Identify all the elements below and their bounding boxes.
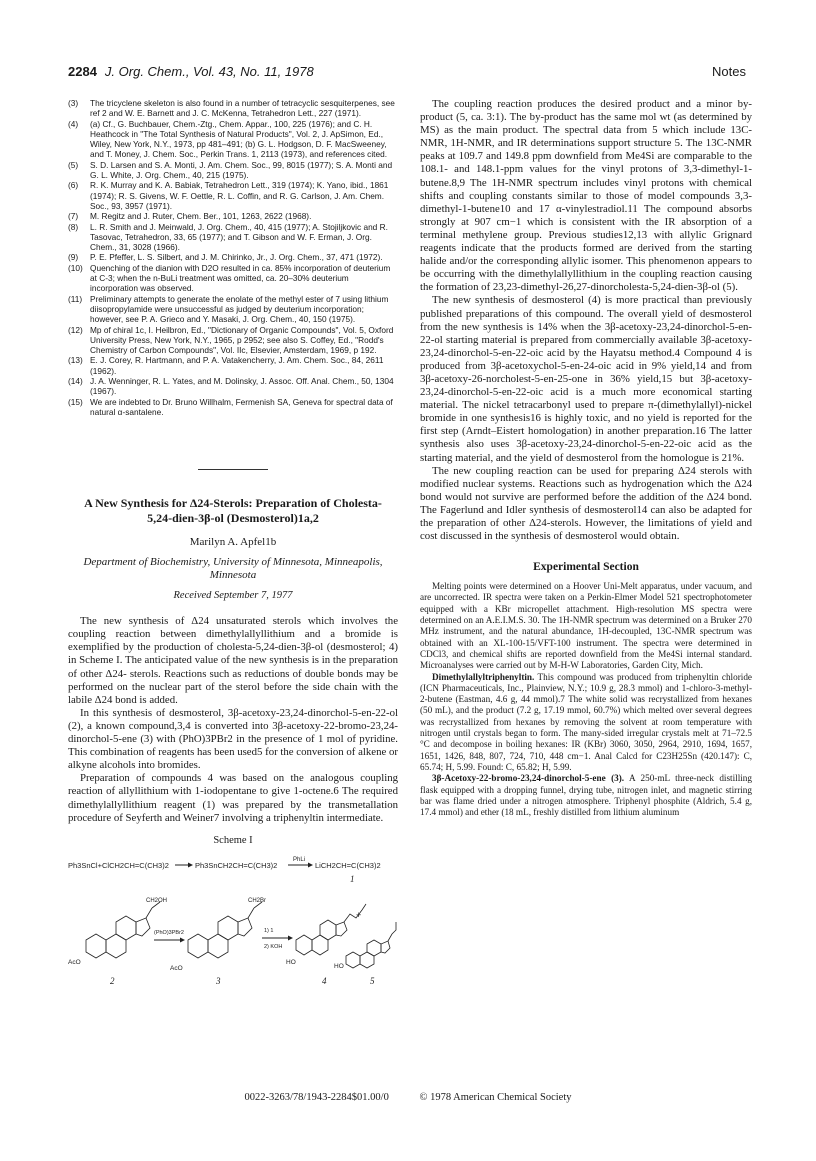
body-paragraph: The new synthesis of Δ24 unsaturated sterols which involves the coupling reaction between dimethylallyllithium and a bromide is exemplified by the production of cholesta-5,24-dien-3β-ol (desmosterol; 4) in Scheme I. The anticipated value of the new synthesis is in the preparation of other Δ24- sterols. Reactions such as reductions of double bonds may be performed on the nuclear part of the sterol before the side chain with the labile Δ24 bond is added. [68,615,398,706]
compound-heading: Dimethylallyltriphenyltin. [432,671,535,682]
header-left [68,64,314,80]
intermediate-text: Ph3SnCH2CH=C(CH3)2 [195,860,278,870]
reference-number: (15) [68,396,83,407]
body-paragraph: The new synthesis of desmosterol (4) is more practical than previously published preparations of this compound. The overall yield of desmosterol from the new synthesis is 14% when the 3β-acetoxy-23,24-dinorchol-5-en-22-ol starting material is prepared from commercially available 3β-acetoxy-23,24-dinorchol-5-en-22-oic acid by the Hayatsu method.4 Compound 4 is produced from 3β-acetoxychol-5-en-24-oic acid in 9% yield,14 and from 3β-acetoxy-26-norcholest-5-en-25-one in 36% yield,15 but 3β-acetoxy-23,24-dinorchol-5-en-22-oic acid is a much more economical starting material. The nickel tetracarbonyl used to prepare π-(dimethylallyl)-nickel bromide in one synthesis16 is highly toxic, and no yield is reported for the first step (Arndt–Eistert homologation) in another preparation.16 The latter synthesis also uses 3β-acetoxy-23,24-dinorchol-5-en-22-oic acid as the starting material, and the yield of desmosterol from the homologue is 21%. [420,294,752,464]
reference-number: (5) [68,159,79,170]
divider [198,469,268,470]
steroid-structure-5 [346,922,396,968]
article-code: 0022-3263/78/1943-2284$01.00/0 [244,1092,389,1103]
reference-item [68,160,398,181]
reference-item [68,397,398,418]
reference-item [68,325,398,356]
product-text: LiCH2CH=C(CH3)2 [315,860,381,870]
experimental-paragraph [420,773,752,818]
reference-text: E. J. Corey, R. Hartmann, and P. A. Vatakencherry, J. Am. Chem. Soc., 84, 2611 (1962). [90,355,384,376]
compound-label: 4 [322,975,327,986]
page-number: 2284 [68,64,97,79]
plus-sign: + [356,909,362,920]
reference-item [68,252,398,262]
reference-number: (8) [68,221,79,232]
acetoxy-text: AcO [170,964,183,972]
body-paragraph: In this synthesis of desmosterol, 3β-acetoxy-23,24-dinorchol-5-en-22-ol (2), a known compound,3,4 is converted into 3β-acetoxy-22-bromo-23,24-dinorchol-5-ene (3) with (PhO)3PBr2 in the presence of 1 mol of pyridine. This combination of reagents has been used5 for the conversion of alkene or alkyne alcohols into bromides. [68,706,398,772]
reference-number: (6) [68,180,79,191]
received-date: Received September 7, 1977 [173,590,293,602]
reference-number: (4) [68,118,79,129]
acetoxy-text: AcO [68,958,81,966]
paragraph-text: A 250-mL three-neck distilling flask equipped with a dropping funnel, drying tube, nitrogen inlet, and magnetic stirring bar was flame dried under a nitrogen atmosphere. Triphenyl phosphite (Aldrich, 5.4 g, 17.4 mmol) and ether (18 mL, freshly distilled from lithium aluminum [420,773,752,818]
reference-text: The tricyclene skeleton is also found in a number of tetracyclic sesquiterpenes, see ref 2 and W. E. Barnett and J. C. McKenna, Tetrahedron Lett., 227 (1971). [90,98,395,119]
compound-label: 5 [370,975,375,986]
reference-number: (11) [68,293,83,304]
page-footer [0,1092,816,1103]
scheme-figure [68,852,398,1002]
reference-text: P. E. Pfeffer, L. S. Silbert, and J. M. Chirinko, Jr., J. Org. Chem., 37, 471 (1972). [90,252,383,263]
arrow-head [180,937,185,942]
reference-text: Quenching of the dianion with D2O resulted in ca. 85% incorporation of deuterium at C-3; when the n-BuLi treatment was omitted, ca. 20–30% deuterium incorporation was observed. [90,262,391,294]
reference-item [68,211,398,221]
steroid-structure-2 [86,902,160,958]
reference-text: R. K. Murray and K. A. Babiak, Tetrahedron Lett., 319 (1974); K. Yano, ibid., 1861 (1974); R. S. Givens, W. F. Oettle, R. L. Coffin, and R. G. Carlson, J. Am. Chem. Soc., 93, 3957 (1971). [90,180,389,211]
reagent-text: 2) KOH [264,943,283,950]
reference-text: Preliminary attempts to generate the enolate of the methyl ester of 7 using lithium diisopropylamide were unsuccessful as judged by deuterium incorporation; however, see P. A. Grieco and Y. Masaki, J. Org. Chem., 40, 150 (1975). [90,293,389,325]
compound-label: 2 [110,975,115,986]
reference-item [68,376,398,397]
steroid-structure-3 [188,902,262,958]
reference-text: S. D. Larsen and S. A. Monti, J. Am. Chem. Soc., 99, 8015 (1977); S. A. Monti and G. L. White, J. Org. Chem., 40, 215 (1975). [90,159,393,181]
body-paragraph: The new coupling reaction can be used for preparing Δ24 sterols with modified nuclear systems. Reactions such as hydrogenation which the Δ24 bond would not survive are performed before the addition of the Δ24 bond. The Fagerlund and Idler synthesis of desmosterol14 can also be adapted for the preparation of other Δ24-sterols. However, the limitations of yield and cost discussed in the synthesis of desmosterol would obtain. [420,464,752,543]
group-text: CH2Br [248,897,267,904]
reference-number: (7) [68,211,79,222]
section-name: Notes [712,64,746,79]
reference-item [68,119,398,160]
running-header [68,64,746,82]
reference-text: L. R. Smith and J. Meinwald, J. Org. Chem., 40, 415 (1977); A. Stojiljkovic and R. Tasovac, Tetrahedron, 33, 65 (1977); and T. Gibson and W. F. Erman, J. Org. Chem., 31, 3028 (1966). [90,221,388,253]
reference-text: J. A. Wenninger, R. L. Yates, and M. Dolinsky, J. Assoc. Off. Anal. Chem., 50, 1304 (1967). [90,376,394,397]
reagent-text: (PhO)3PBr2 [154,929,184,936]
reference-number: (13) [68,355,83,366]
reference-item [68,294,398,325]
reference-number: (12) [68,324,83,335]
body-paragraph: Preparation of compounds 4 was based on the analogous coupling reaction of allyllithium with 1-iodopentane to give 1-octene.6 The required dimethylallyllithium reagent (1) was prepared by the transmetallation procedure of Seyferth and Weiner7 involving a triphenyltin intermediate. [68,772,398,824]
reference-text: Mp of chiral 1c, I. Heilbron, Ed., "Dictionary of Organic Compounds", Vol. 5, Oxford University Press, New York, N.Y., 1965, p 2952; see also S. Coffey, Ed., "Rodd's Chemistry of Carbon Compounds", Vol. IIc, Elsevier, Amsterdam, 1969, p 192. [90,324,394,356]
affiliation: Department of Biochemistry, University of Minnesota, Minneapolis, Minnesota [83,556,383,582]
arrow-head [288,935,293,940]
body-paragraph: The coupling reaction produces the desired product and a minor by-product (5, ca. 3:1). The by-product has the same mol wt (as determined by MS) as the main product. The spectral data from 5 which include 13C-NMR, 1H-NMR, and IR determinations support structure 5. The 13C-NMR peaks at 109.7 and 149.8 ppm downfield from Me4Si are comparable to the 108.1- and 148.1-ppm values for the vinyl protons of 3,3-dimethyl-1-butene.8,9 The 1H-NMR spectrum includes vinyl protons with chemical shifts and coupling constants similar to those of model compounds 3,3-dimethyl-1-butene10 and 17 α-vinylestradiol.11 The compound absorbs strongly at 907 cm−1 which is consistent with the IR absorption of a terminal methylene group. Previous studies12,13 with allylic Grignard reagents indicate that the products formed are derived from the starting halide and/or the corresponding allylic isomer. This phenomenon appears to be occurring with the dimethylallyllithium in the coupling reaction causing the formation of 23,23-dimethyl-26,27-dinorcholesta-5,24-dien-3β-ol (5). [420,98,752,294]
reference-text: We are indebted to Dr. Bruno Willhalm, Fermenish SA, Geneva for spectral data of natural α-santalene. [90,396,393,417]
article-title: A New Synthesis for Δ24-Sterols: Preparation of Cholesta-5,24-dien-3β-ol (Desmosterol)1a,2 [84,496,382,526]
scheme-label: Scheme I [213,834,253,846]
compound-label: 1 [350,873,355,884]
reagent-text: 1) 1 [264,927,274,934]
arrow-head [188,862,193,867]
left-column [68,98,398,1002]
experimental-paragraph: Melting points were determined on a Hoover Uni-Melt apparatus, under vacuum, and are uncorrected. IR spectra were taken on a Perkin-Elmer Model 521 spectrophotometer equipped with a KBr micropellet attachment. High-resolution MS spectra were determined on an A.E.I.M.S. 30. The 1H-NMR spectrum was determined on a Bruker 270 MHz instrument, and the natural abundance, 1H-decoupled, 13C-NMR spectrum was obtained with an XL-100-15/VFT-100 instrument. The spectra were determined in CDCl3, and chemical shifts are reported downfield from the Me4Si internal standard. Microanalyses were carried out by M-H-W Laboratories, Garden City, Mich. [420,581,752,671]
reagent-text: PhLi [293,856,306,863]
compound-heading: 3β-Acetoxy-22-bromo-23,24-dinorchol-5-ene (3). [432,773,625,784]
reactant-text: Ph3SnCl+ClCH2CH=C(CH3)2 [68,860,169,870]
right-column [420,98,752,818]
reference-list [68,98,398,417]
author: Marilyn A. Apfel1b [189,536,277,549]
reference-item [68,222,398,253]
reference-number: (10) [68,262,83,273]
copyright: © 1978 American Chemical Society [419,1092,572,1103]
journal-citation: J. Org. Chem., Vol. 43, No. 11, 1978 [104,64,314,79]
arrow-head [308,862,313,867]
reference-text: (a) Cf., G. Buchbauer, Chem.-Ztg., Chem. Appar., 100, 225 (1976); and C. H. Heathcock in "The Total Synthesis of Natural Products", Vol. 2, J. ApSimon, Ed., Wiley, New York, N.Y., 1973, pp 481–491; (b) G. L. Hodgson, D. F. MacSweeney, and T. Money, J. Chem. Soc., Perkin Trans. 1, 2113 (1973), and references cited. [90,118,387,160]
compound-label: 3 [216,975,221,986]
reference-item [68,98,398,119]
hydroxy-text: HO [334,962,344,970]
experimental-paragraph [420,672,752,774]
reference-number: (9) [68,252,79,263]
reference-number: (3) [68,98,79,108]
reference-item [68,355,398,376]
hydroxy-text: HO [286,958,296,966]
group-text: CH2OH [146,897,168,904]
section-heading: Experimental Section [533,561,639,574]
paragraph-text: This compound was produced from triphenyltin chloride (ICN Pharmaceuticals, Inc., Plainview, N.Y.; 10.9 g, 28.3 mmol) and 1-chloro-3-methyl-2-butene (Eastman, 4.6 g, 44 mmol).7 The white solid was recrystallized from hexanes (50 mL), and the product (7.2 g, 17.19 mmol, 60.7%) which melted over several degrees was recrystallized from hexanes by removing the solvent at room temperature with nitrogen until crystals began to form. The many-sided irregular crystals melt at 71–72.5 °C and decompose in boiling hexanes: IR (KBr) 3060, 3050, 2964, 2910, 1694, 1657, 1651, 1426, 848, 807, 724, 710, 448 cm−1. Anal Calcd for C23H25Sn (420.147): C, 65.74; H, 5.99. Found: C, 65.82; H, 5.99. [420,671,752,772]
reference-number: (14) [68,376,83,387]
reference-item [68,263,398,294]
reference-item [68,180,398,211]
reference-text: M. Regitz and J. Ruter, Chem. Ber., 101, 1263, 2622 (1968). [90,211,312,222]
